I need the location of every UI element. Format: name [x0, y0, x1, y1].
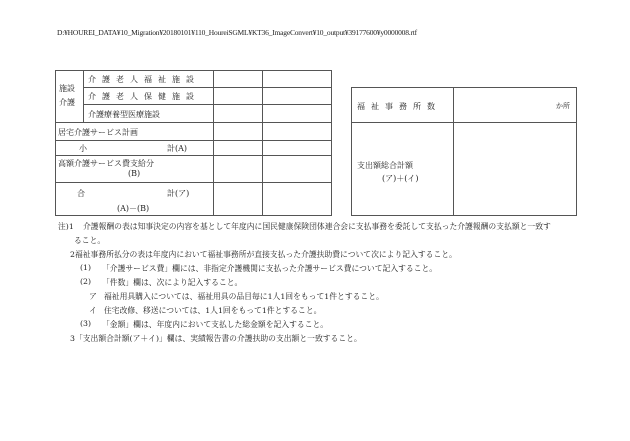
note-text: 介護報酬の表は知事決定の内容を基として年度内に国民健康保険団体連合会に支払事務を委託して支払った介護報酬の支払額と一致す [83, 222, 551, 231]
note-text: 「件数」欄は、次により記入すること。 [102, 278, 243, 287]
note-prefix: (1) [80, 263, 92, 272]
row-label: 居宅介護サービス計画 [58, 128, 138, 137]
office-count-label: 福祉事務所数 [357, 102, 441, 111]
total-label: 計(ア) [167, 189, 190, 198]
subtotal-label: 小 [79, 144, 87, 153]
subtotal-label: 計(A) [167, 144, 188, 153]
grand-total-sub: (ア)＋(イ) [382, 174, 419, 183]
row-label: 介護老人保健施設 [88, 92, 200, 101]
row-label: 介護療養型医療施設 [88, 110, 160, 119]
grand-total-label: 支出額総合計額 [357, 161, 413, 170]
note-prefix: イ [89, 306, 97, 315]
total-sub: (A)－(B) [117, 204, 150, 213]
note-text: 「介護サービス費」欄には、非指定介護機関に支払った介護サービス費について記入すること。 [102, 264, 438, 273]
note-text: ること。 [74, 236, 106, 245]
note-text: 3「支出額合計額(ア＋イ)」欄は、実績報告書の介護扶助の支出額と一致すること。 [70, 334, 362, 343]
note-prefix: ア [89, 292, 97, 301]
note-prefix: 注)1 [58, 222, 74, 231]
office-count-unit: か所 [556, 102, 570, 110]
group-label: 施設 [59, 84, 75, 93]
file-path: D:¥HOUREI_DATA¥10_Migration¥20180101¥110_HoureiSGML¥KT36_ImageConvert¥10_output¥39177600¥y0000008.rtf [57, 28, 417, 37]
note-prefix: (3) [80, 319, 92, 328]
high-cost-label: 高額介護サービス費支給分 [58, 159, 154, 168]
note-text: 福祉用具購入については、福祉用具の品目毎に1人1回をもって1件とすること。 [104, 292, 384, 301]
note-text: 住宅改修、移送については、1人1回をもって1件とすること。 [104, 306, 322, 315]
high-cost-sub: (B) [128, 169, 141, 178]
group-label: 介護 [59, 98, 75, 107]
note-text: 「金額」欄は、年度内において支払した総金額を記入すること。 [102, 320, 329, 329]
total-label: 合 [77, 189, 85, 198]
note-prefix: (2) [80, 277, 92, 286]
row-label: 介護老人福祉施設 [88, 75, 200, 84]
note-text: 2福祉事務所払分の表は年度内において福祉事務所が直接支払った介護扶助費について次により記入すること。 [70, 250, 457, 259]
